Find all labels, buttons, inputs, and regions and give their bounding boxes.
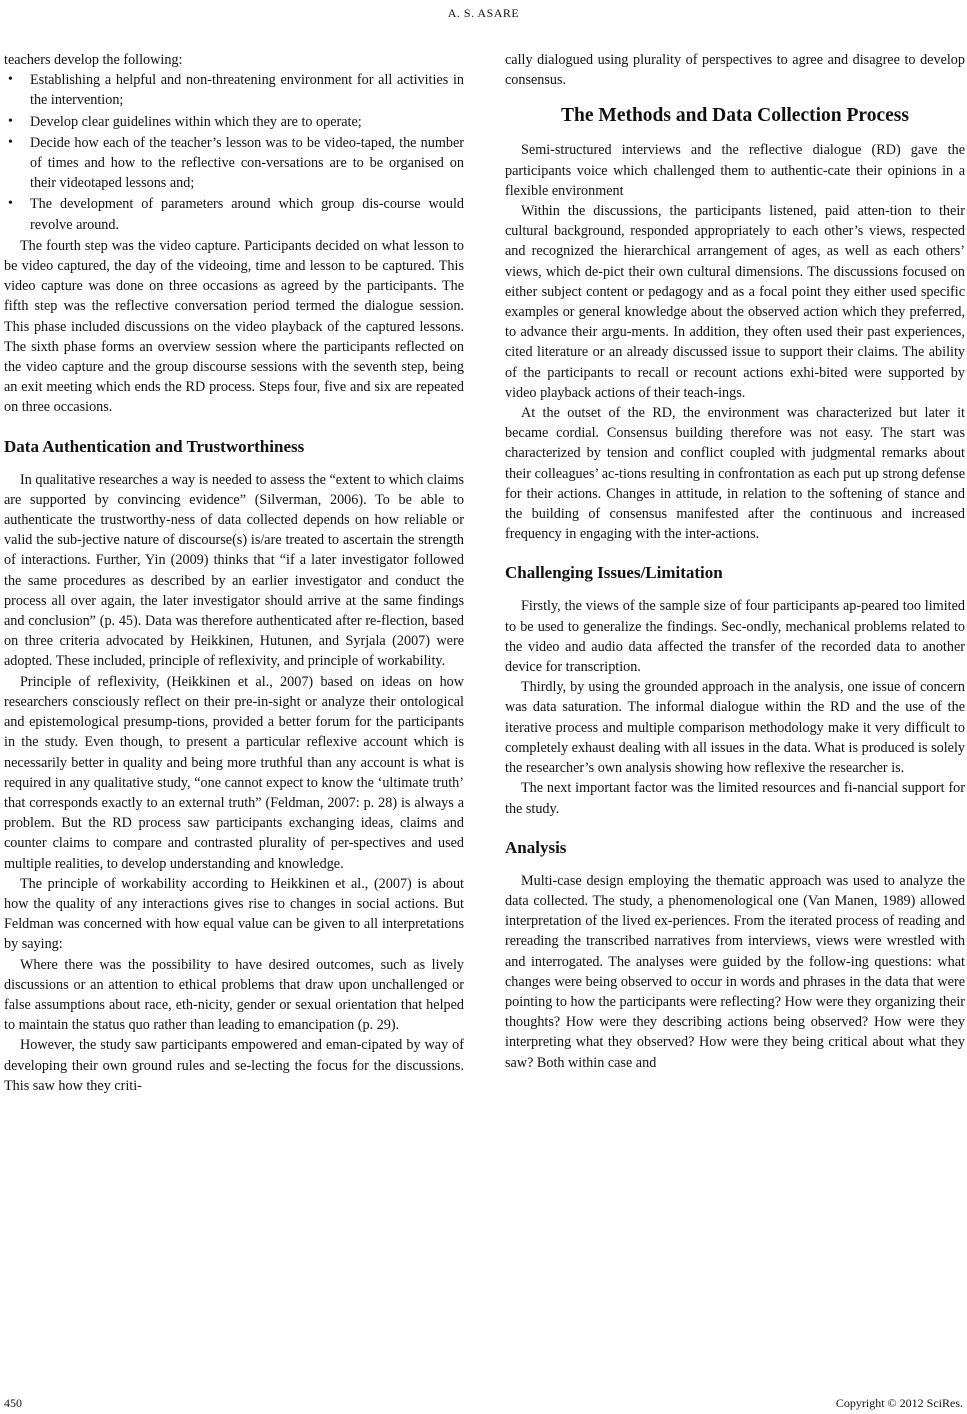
running-head: A. S. ASARE	[447, 6, 520, 20]
paragraph-methods-2: Within the discussions, the participants listened, paid atten-tion to their cultural background, responded appropriately to each other’s views, respected and recognized the hierarchical arrangement of ages, as well as each others’ views, which de-pict their own cultural dimensions. The discussions focused on either subject content or pedagogy and as a focal point they either used specific examples or general knowledge about the observed action which they preferred, to advance their argu-ments. In addition, they often used their past experiences, cited literature or an already discussed issue to support their claims. The ability of the participants to recall or recount actions exhi-bited were supported by video playback actions of their teach-ings.	[505, 203, 965, 401]
intro-text: teachers develop the following:	[4, 52, 183, 68]
section-heading-challenges: Challenging Issues/Limitation	[505, 563, 723, 583]
paragraph-challenges-3: The next important factor was the limited resources and fi-nancial support for the study.	[505, 780, 965, 817]
right-column	[505, 50, 965, 1073]
bullet-item: • Develop clear guidelines within which they are to operate;	[4, 112, 464, 132]
paragraph-authentication: In qualitative researches a way is needed to assess the “extent to which claims are supported by convincing evidence” (Silverman, 2006). To be able to authenticate the trustworthy-ness of data collected depends on how reliable or valid the sub-jective nature of discourse(s) is/are treated to ascertain the strength of interactions. Further, Yin (2009) thinks that “if a later investigator followed the same procedures as described by an earlier investigator and conduct the process all over again, the later investigator should arrive at the same findings and conclusion” (p. 45). Data was therefore authenticated after re-flection, based on three criteria advocated by Heikkinen, Hutunen, and Syrjala (2007) were adopted. These included, principle of reflexivity, and principle of workability.	[4, 471, 464, 670]
bullet-list	[4, 70, 464, 235]
paragraph-however: However, the study saw participants empowered and eman-cipated by way of developing their own ground rules and se-lecting the focus for the discussions. This saw how they criti-	[4, 1037, 464, 1094]
bullet-item: • The development of parameters around which group dis-course would revolve around.	[4, 194, 464, 234]
paragraph-workability: The principle of workability according to Heikkinen et al., (2007) is about how the quality of any interactions gives rise to changes in social actions. But Feldman was concerned with how equal value can be given to all interpretations by saying:	[4, 875, 464, 953]
paragraph-video-capture: The fourth step was the video capture. Participants decided on what lesson to be video captured, the day of the videoing, time and lesson to be captured. This video capture was done on three occasions as agreed by the participants. The fifth step was the reflective conversation period termed the dialogue session. This phase included discussions on the video playback of the captured lessons. The sixth phase forms an overview session where the participants reflected on the video capture and the group discourse sessions with the seventh step, being an exit meeting which ends the RD process. Steps four, five and six are repeated on three occasions.	[4, 237, 464, 416]
paragraph-methods-3: At the outset of the RD, the environment was characterized but later it became cordial. Consensus building therefore was not easy. The start was characterized by tension and conflict coupled with judgmental remarks about their colleagues’ ac-tions resulting in confrontation as each put up strong defense for their actions. Changes in attitude, in relation to the softening of stance and the building of consensus manifested after the continuous and increased frequency in engaging with the inter-actions.	[505, 405, 965, 543]
paragraph-challenges-2: Thirdly, by using the grounded approach in the analysis, one issue of concern was data saturation. The informal dialogue within the RD and the use of the iterative process and multiple comparison methodology make it very difficult to completely exhaust dealing with all issues in the data. What is produced is solely the researcher’s own analysis showing how reflexive the researcher is.	[505, 679, 965, 777]
paragraph-quote: Where there was the possibility to have desired outcomes, such as lively discussions or an attention to ethical problems that draw upon unchallenged or false assumptions about race, eth-nicity, gender or sexual orientation that helped to maintain the status quo rather than leading to emancipation (p. 29).	[4, 956, 464, 1034]
bullet-item: • Establishing a helpful and non-threatening environment for all activities in the intervention;	[4, 70, 464, 110]
section-heading-authentication: Data Authentication and Trustworthiness	[4, 436, 305, 456]
bullet-item: • Decide how each of the teacher’s lesson was to be video-taped, the number of times and how to the reflective con-versations are to be organised on their videotaped lessons and;	[4, 133, 464, 194]
paragraph-analysis: Multi-case design employing the thematic approach was used to analyze the data collected. The study, a phenomenological one (Van Manen, 1989) allowed interpretation of the lived ex-periences. From the iterated process of reading and rereading the transcribed narratives from interviews, views were wrestled with and interrogated. The analyses were guided by the follow-ing questions: what changes were being observed to occur in words and phrases in the data that were pointing to how the participants were reflecting? How were they organizing their thoughts? How were they describing actions being observed? How were they interpreting what they observed? How were they being critical about what they saw? Both within case and	[505, 872, 965, 1071]
copyright-notice: Copyright © 2012 SciRes.	[835, 1396, 963, 1410]
paragraph-continuation: cally dialogued using plurality of perspectives to agree and disagree to develop consensus.	[505, 52, 965, 89]
section-heading-methods: The Methods and Data Collection Process	[561, 105, 909, 127]
page-number: 450	[4, 1396, 22, 1410]
paragraph-reflexivity: Principle of reflexivity, (Heikkinen et al., 2007) based on ideas on how researchers consciously reflect on their pre-in-sight or analyze their ontological and epistemological presump-tions, provided a better forum for the participants in the study. Even though, to present a particular reflexive account which is necessarily better in quality and being more truthful than any account is what is required in any qualitative study, “one cannot expect to know the ‘ultimate truth’ that corresponds exactly to an external truth” (Feldman, 2007: p. 28) is always a problem. But the RD process saw participants exchanging ideas, claims and counter claims to compare and contrasted plurality of per-spectives and used multiple realities, to develop understanding and knowledge.	[4, 673, 464, 872]
left-column	[4, 50, 464, 1096]
paragraph-methods-1: Semi-structured interviews and the reflective dialogue (RD) gave the participants voice which challenged them to authentic-cate their opinions in a flexible environment	[505, 142, 965, 199]
paragraph-challenges-1: Firstly, the views of the sample size of four participants ap-peared too limited to be used to generalize the findings. Sec-ondly, mechanical problems related to the video and audio data affected the transfer of the recorded data to another device for transcription.	[505, 598, 965, 676]
section-heading-analysis: Analysis	[505, 837, 567, 857]
